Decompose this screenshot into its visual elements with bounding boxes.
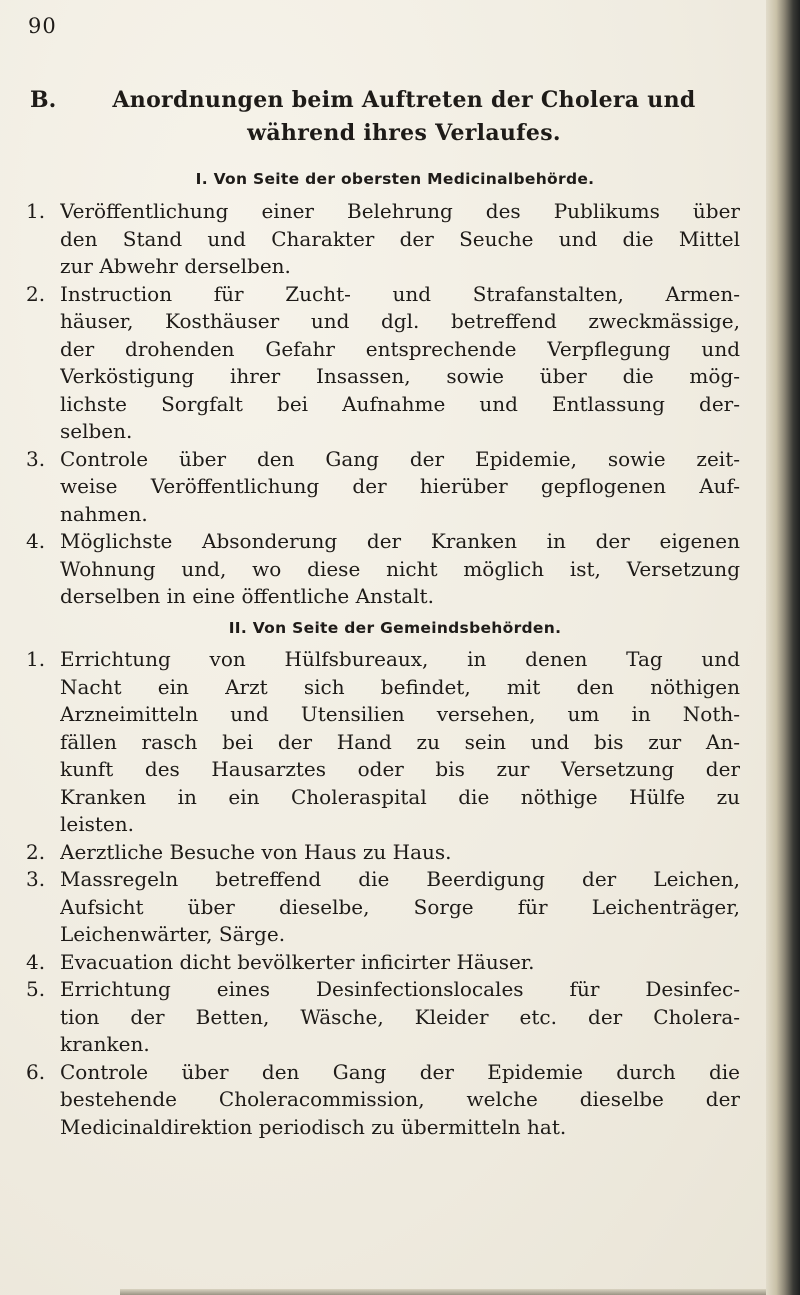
item-text-line: derselben in eine öffentliche Anstalt. — [60, 584, 434, 608]
item-text-line: den Stand und Charakter der Seuche und die Mittel — [60, 226, 740, 251]
list-item — [26, 1059, 740, 1142]
list-item — [26, 866, 740, 949]
chapter-heading — [30, 84, 750, 150]
item-text-line: nahmen. — [60, 501, 148, 526]
item-text-line: kunft des Hausarztes oder bis zur Versetzung der — [60, 757, 740, 781]
item-number: 5. — [26, 977, 46, 1001]
item-text-line: zur Abwehr derselben. — [60, 254, 291, 278]
item-number: 4. — [26, 529, 46, 553]
page-bottom-edge — [120, 1289, 766, 1295]
item-number: 2. — [26, 839, 46, 864]
item-text-line: Kranken in ein Choleraspital die nöthige Hülfe zu — [60, 784, 740, 809]
list-item — [26, 281, 740, 446]
item-text-line: tion der Betten, Wäsche, Kleider etc. der Cholera- — [60, 1004, 740, 1029]
section-2-list — [26, 646, 740, 1141]
section-2-title: II. Von Seite der Gemeindsbehörden. — [228, 619, 562, 637]
item-text-line: Massregeln betreffend die Beerdigung der Leichen, — [60, 867, 740, 891]
page-number: 90 — [28, 14, 57, 38]
list-item — [26, 976, 740, 1059]
list-item — [26, 949, 740, 977]
item-text-line: Controle über den Gang der Epidemie durch die — [60, 1059, 740, 1084]
item-text-line: Arzneimitteln und Utensilien versehen, um in Noth- — [60, 702, 740, 726]
item-text-line: kranken. — [60, 1032, 150, 1056]
item-text-line: Veröffentlichung einer Belehrung des Publikums über — [60, 199, 740, 223]
item-text-line: Wohnung und, wo diese nicht möglich ist, Versetzung — [60, 556, 740, 581]
section-1-list — [26, 198, 740, 611]
item-text-line: Möglichste Absonderung der Kranken in der eigenen — [60, 529, 740, 553]
item-text-line: Medicinaldirektion periodisch zu übermitteln hat. — [60, 1114, 567, 1139]
section-1-title: I. Von Seite der obersten Medicinalbehörde. — [195, 170, 595, 188]
item-text-line: weise Veröffentlichung der hierüber gepflogenen Auf- — [60, 474, 740, 498]
item-number: 1. — [26, 199, 46, 223]
item-text-line: Aerztliche Besuche von Haus zu Haus. — [60, 839, 452, 864]
list-item — [26, 839, 740, 867]
heading-line-2: während ihres Verlaufes. — [247, 120, 561, 146]
item-text-line: Leichenwärter, Särge. — [60, 922, 286, 946]
item-text-line: Errichtung von Hülfsbureaux, in denen Tag und — [60, 647, 740, 671]
item-text-line: häuser, Kosthäuser und dgl. betreffend zweckmässige, — [60, 309, 740, 333]
item-number: 3. — [26, 867, 46, 891]
item-text-line: Instruction für Zucht- und Strafanstalten, Armen- — [60, 281, 740, 306]
item-number: 4. — [26, 949, 46, 974]
heading-marker: B. — [30, 87, 57, 113]
item-text-line: Errichtung eines Desinfectionslocales für Desinfec- — [60, 977, 740, 1001]
list-item — [26, 446, 740, 529]
item-number: 2. — [26, 281, 46, 306]
item-text-line: Controle über den Gang der Epidemie, sowie zeit- — [60, 446, 740, 471]
item-text-line: Verköstigung ihrer Insassen, sowie über die mög- — [60, 364, 740, 388]
item-text-line: Nacht ein Arzt sich befindet, mit den nöthigen — [60, 674, 740, 699]
item-text-line: leisten. — [60, 812, 135, 836]
item-text-line: lichste Sorgfalt bei Aufnahme und Entlassung der- — [60, 391, 740, 416]
item-text-line: selben. — [60, 419, 133, 443]
item-text-line: Aufsicht über dieselbe, Sorge für Leichenträger, — [60, 894, 740, 919]
page-binding-edge — [766, 0, 800, 1295]
item-text-line: Evacuation dicht bevölkerter inficirter Häuser. — [60, 949, 535, 974]
item-number: 3. — [26, 446, 46, 471]
item-text-line: fällen rasch bei der Hand zu sein und bis zur An- — [60, 729, 740, 754]
list-item — [26, 646, 740, 839]
list-item — [26, 198, 740, 281]
item-text-line: der drohenden Gefahr entsprechende Verpflegung und — [60, 336, 740, 361]
list-item — [26, 528, 740, 611]
item-number: 1. — [26, 647, 46, 671]
item-text-line: bestehende Choleracommission, welche dieselbe der — [60, 1087, 740, 1111]
heading-line-1: Anordnungen beim Auftreten der Cholera und — [112, 87, 696, 113]
item-number: 6. — [26, 1059, 46, 1084]
